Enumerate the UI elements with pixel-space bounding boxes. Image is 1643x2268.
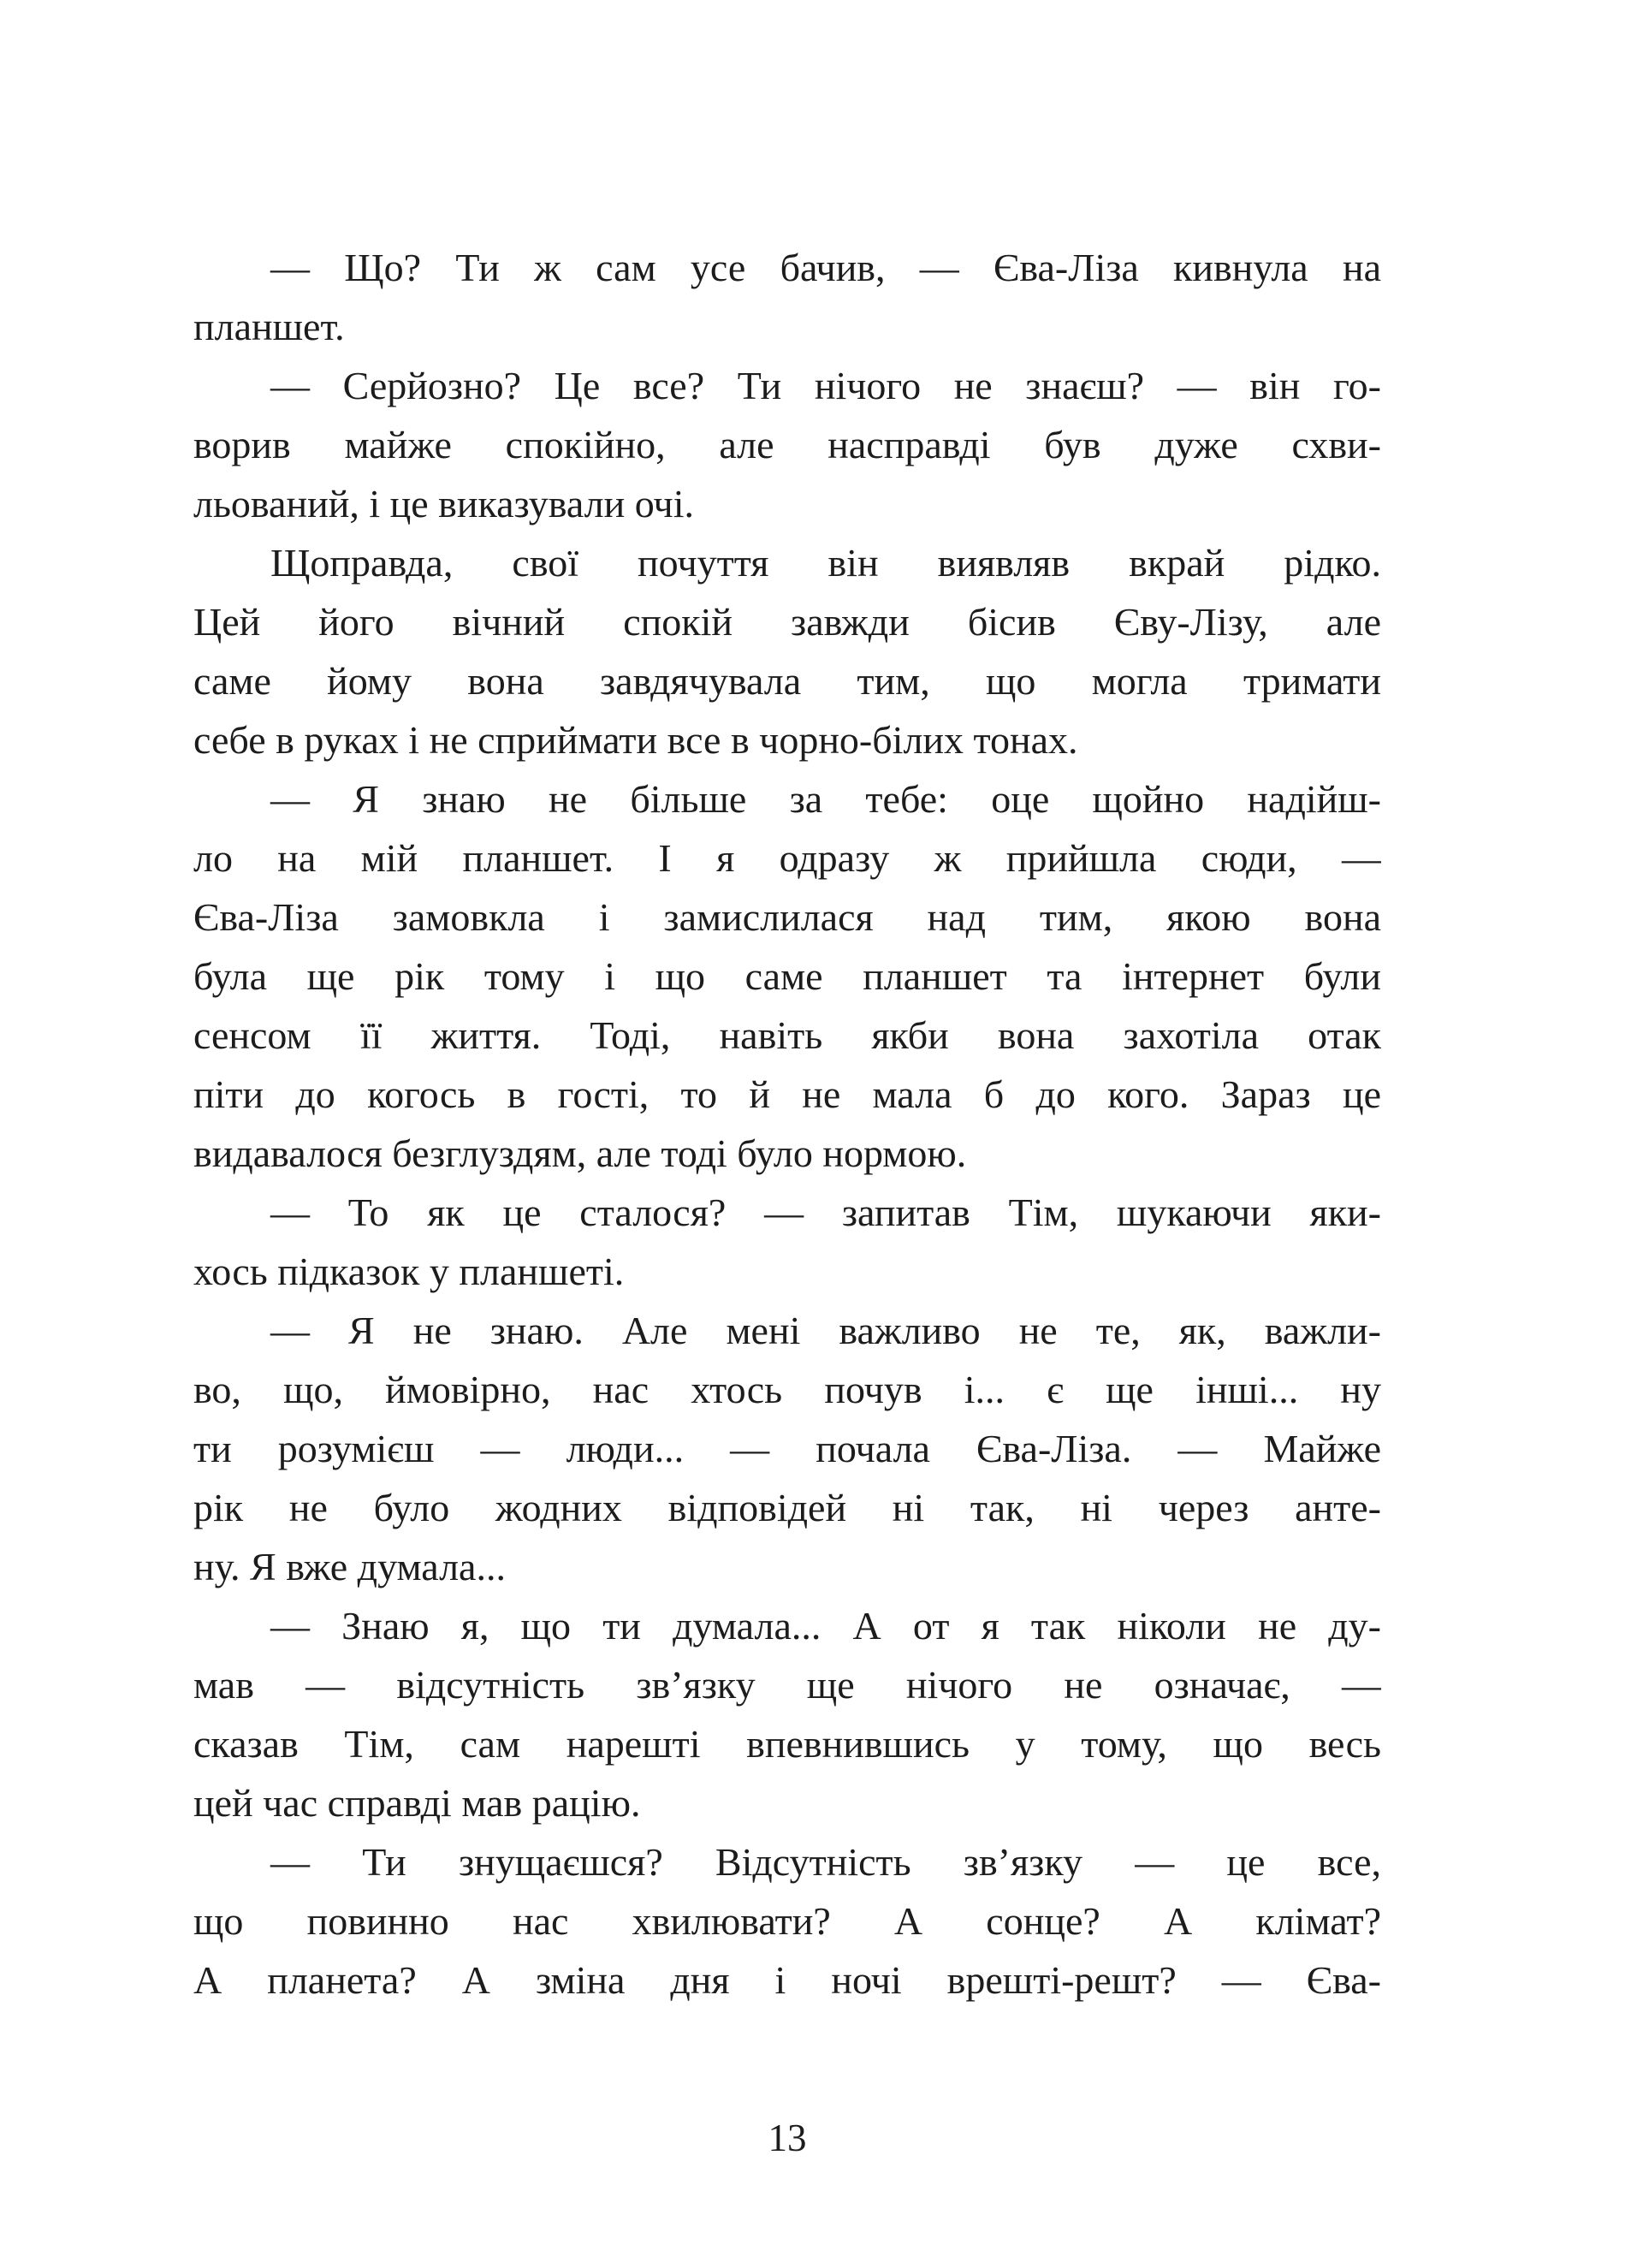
text-line: сказав Тім, сам нарешті впевнившись у тому, що весь xyxy=(193,1722,1381,1766)
paragraph xyxy=(193,238,1381,356)
text-line: саме йому вона завдячувала тим, що могла тримати xyxy=(193,659,1381,703)
paragraph xyxy=(193,1596,1381,1832)
text-line: А планета? А зміна дня і ночі врешті-решт? — Єва- xyxy=(193,1958,1381,2002)
text-line: мав — відсутність зв’язку ще нічого не означає, — xyxy=(193,1663,1381,1707)
page-text xyxy=(193,238,1381,2010)
text-line: що повинно нас хвилювати? А сонце? А клімат? xyxy=(193,1899,1381,1943)
text-line: сенсом її життя. Тоді, навіть якби вона захотіла отак xyxy=(193,1013,1381,1057)
text-line: себе в руках і не сприймати все в чорно-білих тонах. xyxy=(193,718,1078,762)
text-line: ворив майже спокійно, але насправді був дуже схви- xyxy=(193,423,1381,466)
paragraph xyxy=(193,1832,1381,2010)
text-line: — Знаю я, що ти думала... А от я так ніколи не ду- xyxy=(270,1604,1381,1648)
text-line: Щоправда, свої почуття він виявляв вкрай рідко. xyxy=(270,541,1381,585)
text-line: Єва-Ліза замовкла і замислилася над тим, якою вона xyxy=(193,895,1381,939)
paragraph xyxy=(193,533,1381,769)
text-line: — То як це сталося? — запитав Тім, шукаючи яки- xyxy=(270,1190,1381,1234)
text-line: ло на мій планшет. І я одразу ж прийшла сюди, — xyxy=(193,836,1381,880)
paragraph xyxy=(193,356,1381,533)
text-line: ну. Я вже думала... xyxy=(193,1545,506,1588)
paragraph xyxy=(193,769,1381,1183)
text-line: була ще рік тому і що саме планшет та інтернет були xyxy=(193,954,1381,998)
text-line: во, що, ймовірно, нас хтось почув і... є ще інші... ну xyxy=(193,1368,1381,1411)
text-line: — Ти знущаєшся? Відсутність зв’язку — це все, xyxy=(270,1840,1381,1884)
text-line: видавалося безглуздям, але тоді було нормою. xyxy=(193,1131,967,1175)
text-line: планшет. xyxy=(193,305,345,348)
text-line: ти розумієш — люди... — почала Єва-Ліза. — Майже xyxy=(193,1427,1381,1470)
text-line: Цей його вічний спокій завжди бісив Єву-Лізу, але xyxy=(193,600,1381,644)
text-line: хось підказок у планшеті. xyxy=(193,1250,625,1293)
page-number: 13 xyxy=(768,2117,807,2159)
text-line: — Я не знаю. Але мені важливо не те, як, важли- xyxy=(270,1309,1381,1352)
text-line: — Серйозно? Це все? Ти нічого не знаєш? — він го- xyxy=(270,364,1381,407)
text-line: цей час справді мав рацію. xyxy=(193,1781,641,1825)
paragraph xyxy=(193,1301,1381,1596)
text-line: рік не було жодних відповідей ні так, ні через анте- xyxy=(193,1486,1381,1529)
text-line: — Я знаю не більше за тебе: оце щойно надійш- xyxy=(270,777,1381,821)
paragraph xyxy=(193,1183,1381,1301)
text-line: — Що? Ти ж сам усе бачив, — Єва-Ліза кивнула на xyxy=(270,246,1381,289)
text-line: піти до когось в гості, то й не мала б до кого. Зараз це xyxy=(193,1072,1381,1116)
text-line: льований, і це виказували очі. xyxy=(193,482,694,525)
